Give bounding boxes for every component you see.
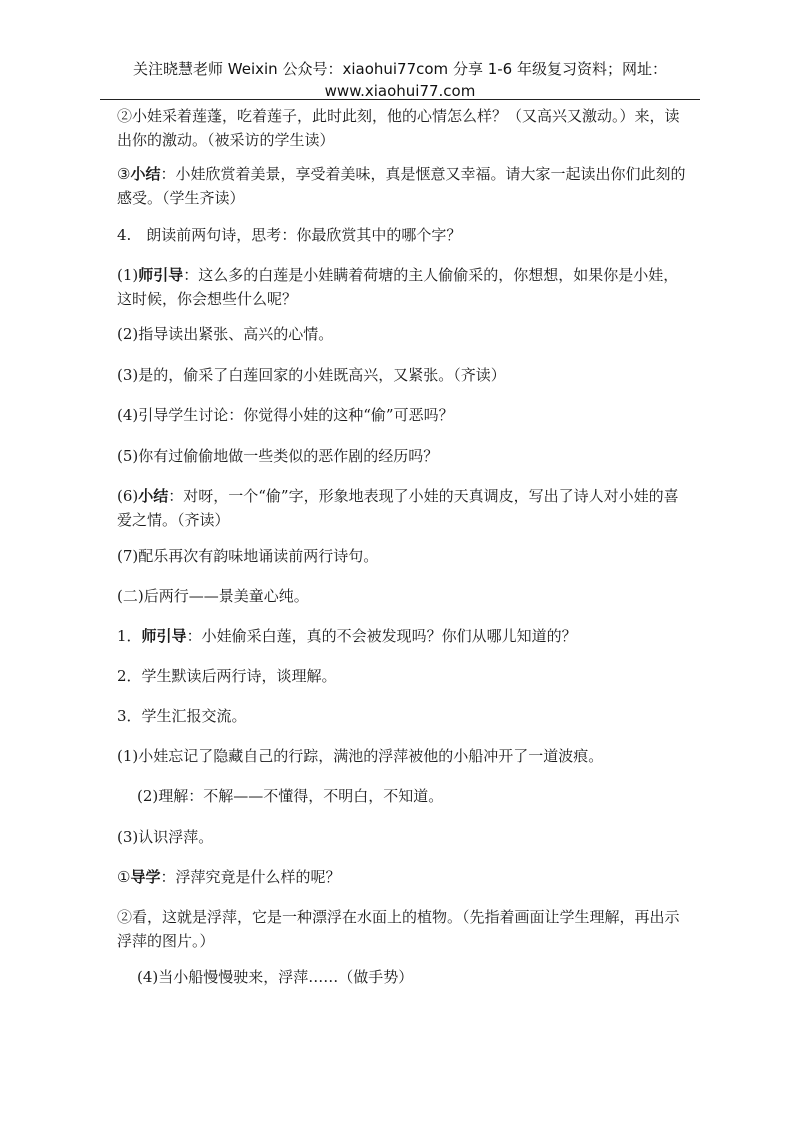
paragraph: (4)引导学生讨论：你觉得小娃的这种“偷”可恶吗？ bbox=[117, 406, 454, 424]
paragraph: (3)是的，偷采了白莲回家的小娃既高兴，又紧张。（齐读） bbox=[117, 366, 506, 384]
paragraph: ②看，这就是浮萍，它是一种漂浮在水面上的植物。（先指着画面让学生理解，再出示浮萍的图片。） bbox=[117, 908, 680, 950]
paragraph: (2)指导读出紧张、高兴的心情。 bbox=[117, 325, 334, 343]
summary-label: 小结 bbox=[130, 165, 161, 183]
teacher-guide-label: 师引导 bbox=[138, 266, 184, 284]
paragraph: 3．学生汇报交流。 bbox=[117, 707, 247, 725]
paragraph: (7)配乐再次有韵味地诵读前两行诗句。 bbox=[117, 547, 379, 565]
summary-label: 小结 bbox=[138, 487, 169, 505]
header-divider bbox=[100, 99, 700, 100]
paragraph: 4. 朗读前两句诗，思考：你最欣赏其中的哪个字？ bbox=[117, 226, 462, 244]
paragraph: 1．师引导：小娃偷采白莲，真的不会被发现吗？你们从哪儿知道的？ bbox=[117, 627, 577, 645]
page-header bbox=[100, 58, 700, 102]
paragraph: (4)当小船慢慢驶来，浮萍……（做手势） bbox=[137, 968, 414, 986]
paragraph: (1)师引导：这么多的白莲是小娃瞒着荷塘的主人偷偷采的，你想想，如果你是小娃，这时候，你会想些什么呢？ bbox=[117, 266, 679, 308]
paragraph: ③小结：小娃欣赏着美景，享受着美味，真是惬意又幸福。请大家一起读出你们此刻的感受。（学生齐读） bbox=[117, 165, 686, 207]
paragraph: (6)小结：对呀，一个“偷”字，形象地表现了小娃的天真调皮，写出了诗人对小娃的喜爱之情。（齐读） bbox=[117, 487, 679, 529]
paragraph: (3)认识浮萍。 bbox=[117, 828, 214, 846]
paragraph: (5)你有过偷偷地做一些类似的恶作剧的经历吗？ bbox=[117, 447, 439, 465]
header-line-2: www.xiaohui77.com bbox=[324, 82, 476, 100]
paragraph: ②小娃采着莲蓬，吃着莲子，此时此刻，他的心情怎么样？（又高兴又激动。）来，读出你的激动。（被采访的学生读） bbox=[117, 107, 680, 149]
teacher-guide-label: 师引导 bbox=[141, 627, 187, 645]
header-line-1: 关注晓慧老师 Weixin 公众号：xiaohui77com 分享 1-6 年级复习资料；网址： bbox=[133, 60, 667, 78]
guided-study-label: 导学 bbox=[130, 868, 161, 886]
paragraph: (1)小娃忘记了隐藏自己的行踪，满池的浮萍被他的小船冲开了一道波痕。 bbox=[117, 747, 604, 765]
paragraph: ①导学：浮萍究竟是什么样的呢？ bbox=[117, 868, 341, 886]
paragraph: (2)理解：不解——不懂得，不明白，不知道。 bbox=[137, 787, 444, 805]
paragraph: 2．学生默读后两行诗，谈理解。 bbox=[117, 667, 337, 685]
section-heading: (二)后两行——景美童心纯。 bbox=[117, 587, 309, 605]
